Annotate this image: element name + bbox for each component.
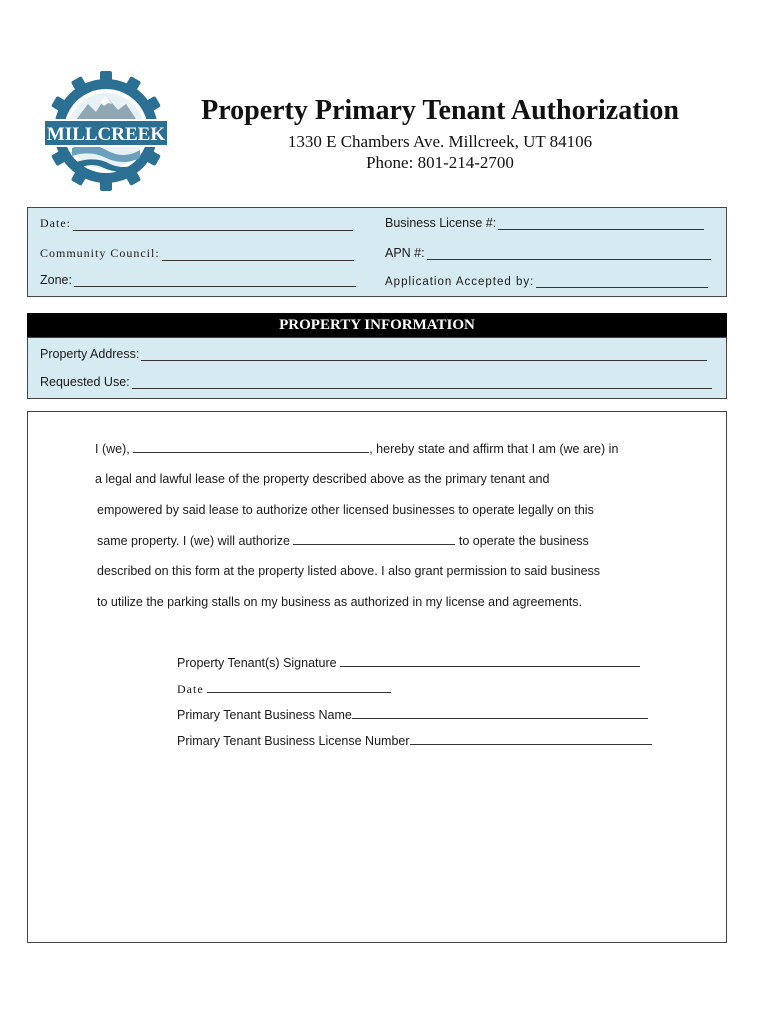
authorization-statement-box (27, 411, 727, 943)
office-address (190, 131, 690, 173)
signature-date-field[interactable]: Date (177, 681, 391, 697)
property-address-field[interactable]: Property Address: (40, 347, 707, 361)
statement-line-2: a legal and lawful lease of the property described above as the primary tenant and (95, 472, 550, 486)
community-council-field[interactable]: Community Council: (40, 246, 354, 261)
statement-line-1: I (we), , hereby state and affirm that I am (we are) in (95, 442, 619, 456)
business-license-field[interactable]: Business License #: (385, 216, 704, 230)
street-address: 1330 E Chambers Ave. Millcreek, UT 84106 (287, 132, 593, 151)
tenant-name-blank[interactable] (133, 441, 369, 453)
property-information-header: PROPERTY INFORMATION (27, 313, 727, 337)
business-name-field[interactable]: Primary Tenant Business Name (177, 707, 648, 722)
tenant-signature-field[interactable]: Property Tenant(s) Signature (177, 655, 640, 670)
apn-field[interactable]: APN #: (385, 246, 711, 260)
statement-line-6: to utilize the parking stalls on my business as authorized in my license and agreements. (97, 595, 582, 609)
svg-text:MILLCREEK: MILLCREEK (46, 124, 166, 145)
zone-field[interactable]: Zone: (40, 273, 356, 287)
statement-line-3: empowered by said lease to authorize other licensed businesses to operate legally on this (97, 503, 594, 517)
millcreek-logo (40, 70, 172, 192)
requested-use-field[interactable]: Requested Use: (40, 375, 712, 389)
statement-line-5: described on this form at the property listed above. I also grant permission to said business (97, 564, 601, 578)
document-title: Property Primary Tenant Authorization (201, 95, 679, 126)
business-license-number-field[interactable]: Primary Tenant Business License Number (177, 733, 652, 748)
authorized-business-blank[interactable] (293, 533, 455, 545)
date-field[interactable]: Date: (40, 216, 353, 231)
application-info-box (27, 207, 727, 297)
application-accepted-field[interactable]: Application Accepted by: (385, 275, 708, 288)
phone-number: Phone: 801-214-2700 (366, 153, 514, 172)
statement-line-4: same property. I (we) will authorize to operate the business (97, 534, 589, 548)
property-info-box (27, 337, 727, 399)
